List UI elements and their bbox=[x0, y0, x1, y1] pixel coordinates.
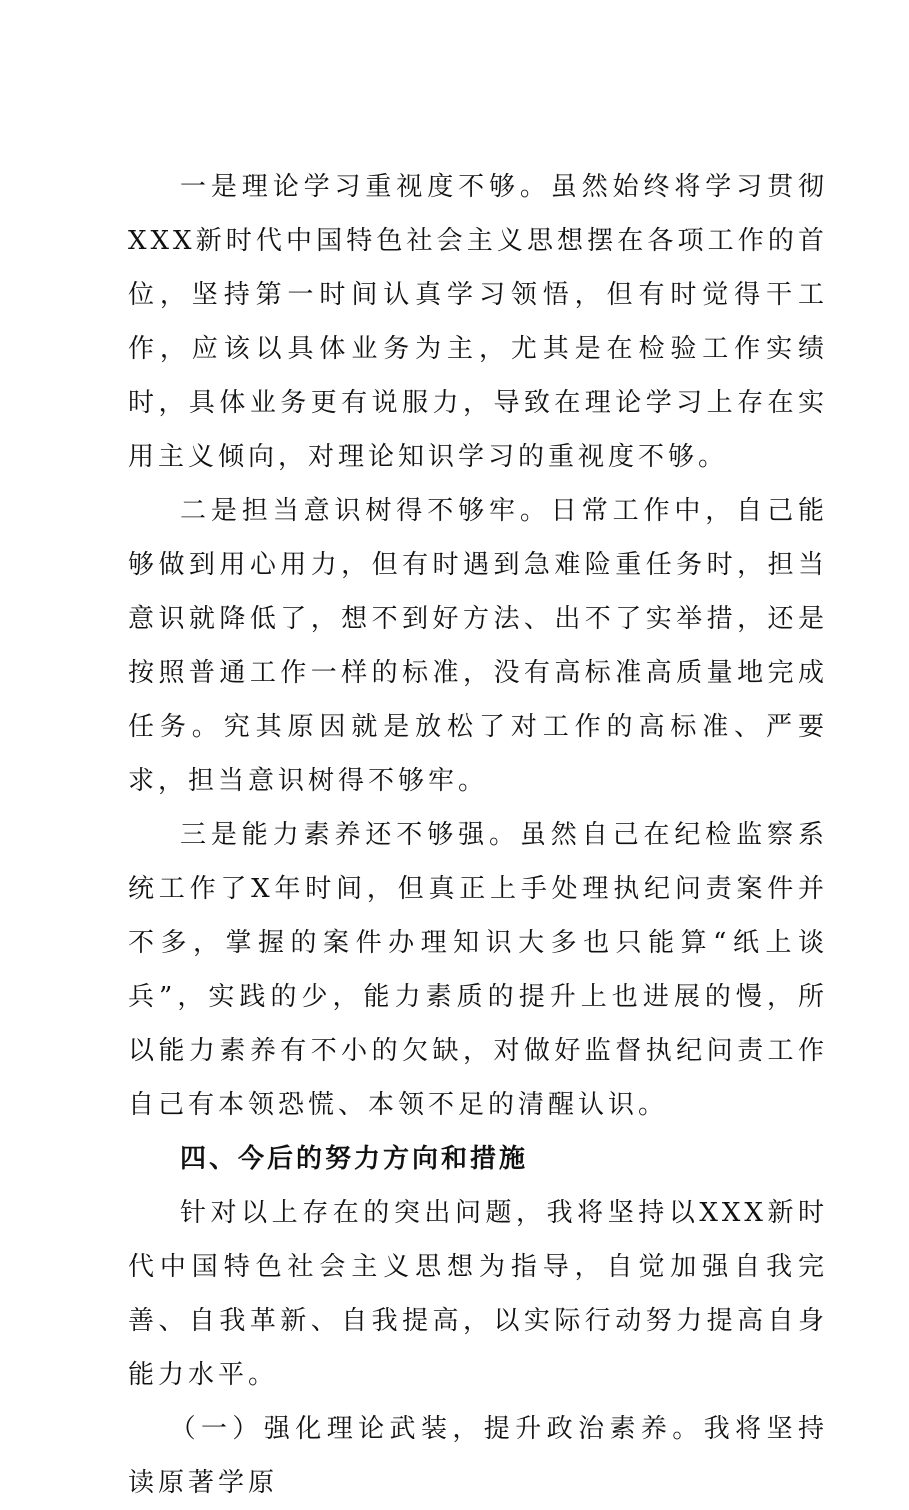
paragraph-responsibility: 二是担当意识树得不够牢。日常工作中，自己能够做到用心用力，但有时遇到急难险重任务时，担当意识就降低了，想不到好方法、出不了实举措，还是按照普通工作一样的标准，没有高标准高质量地完成任务。究其原因就是放松了对工作的高标准、严要求，担当意识树得不够牢。 bbox=[128, 496, 828, 796]
section-heading-four: 四、今后的努力方向和措施 bbox=[180, 1144, 529, 1174]
paragraph-ability: 三是能力素养还不够强。虽然自己在纪检监察系统工作了X年时间，但真正上手处理执纪问责案件并不多，掌握的案件办理知识大多也只能算“纸上谈兵”，实践的少，能力素质的提升上也进展的慢，所以能力素养有不小的欠缺，对做好监督执纪问责工作自己有本领恐慌、本领不足的清醒认识。 bbox=[128, 820, 828, 1120]
document-body bbox=[128, 160, 828, 1510]
paragraph-measure-one: （一）强化理论武装，提升政治素养。我将坚持读原著学原 bbox=[128, 1414, 828, 1498]
paragraph-measures-intro: 针对以上存在的突出问题，我将坚持以XXX新时代中国特色社会主义思想为指导，自觉加强自我完善、自我革新、自我提高，以实际行动努力提高自身能力水平。 bbox=[128, 1198, 828, 1390]
paragraph-theory-study: 一是理论学习重视度不够。虽然始终将学习贯彻XXX新时代中国特色社会主义思想摆在各项工作的首位，坚持第一时间认真学习领悟，但有时觉得干工作，应该以具体业务为主，尤其是在检验工作实绩时，具体业务更有说服力，导致在理论学习上存在实用主义倾向，对理论知识学习的重视度不够。 bbox=[128, 172, 828, 472]
